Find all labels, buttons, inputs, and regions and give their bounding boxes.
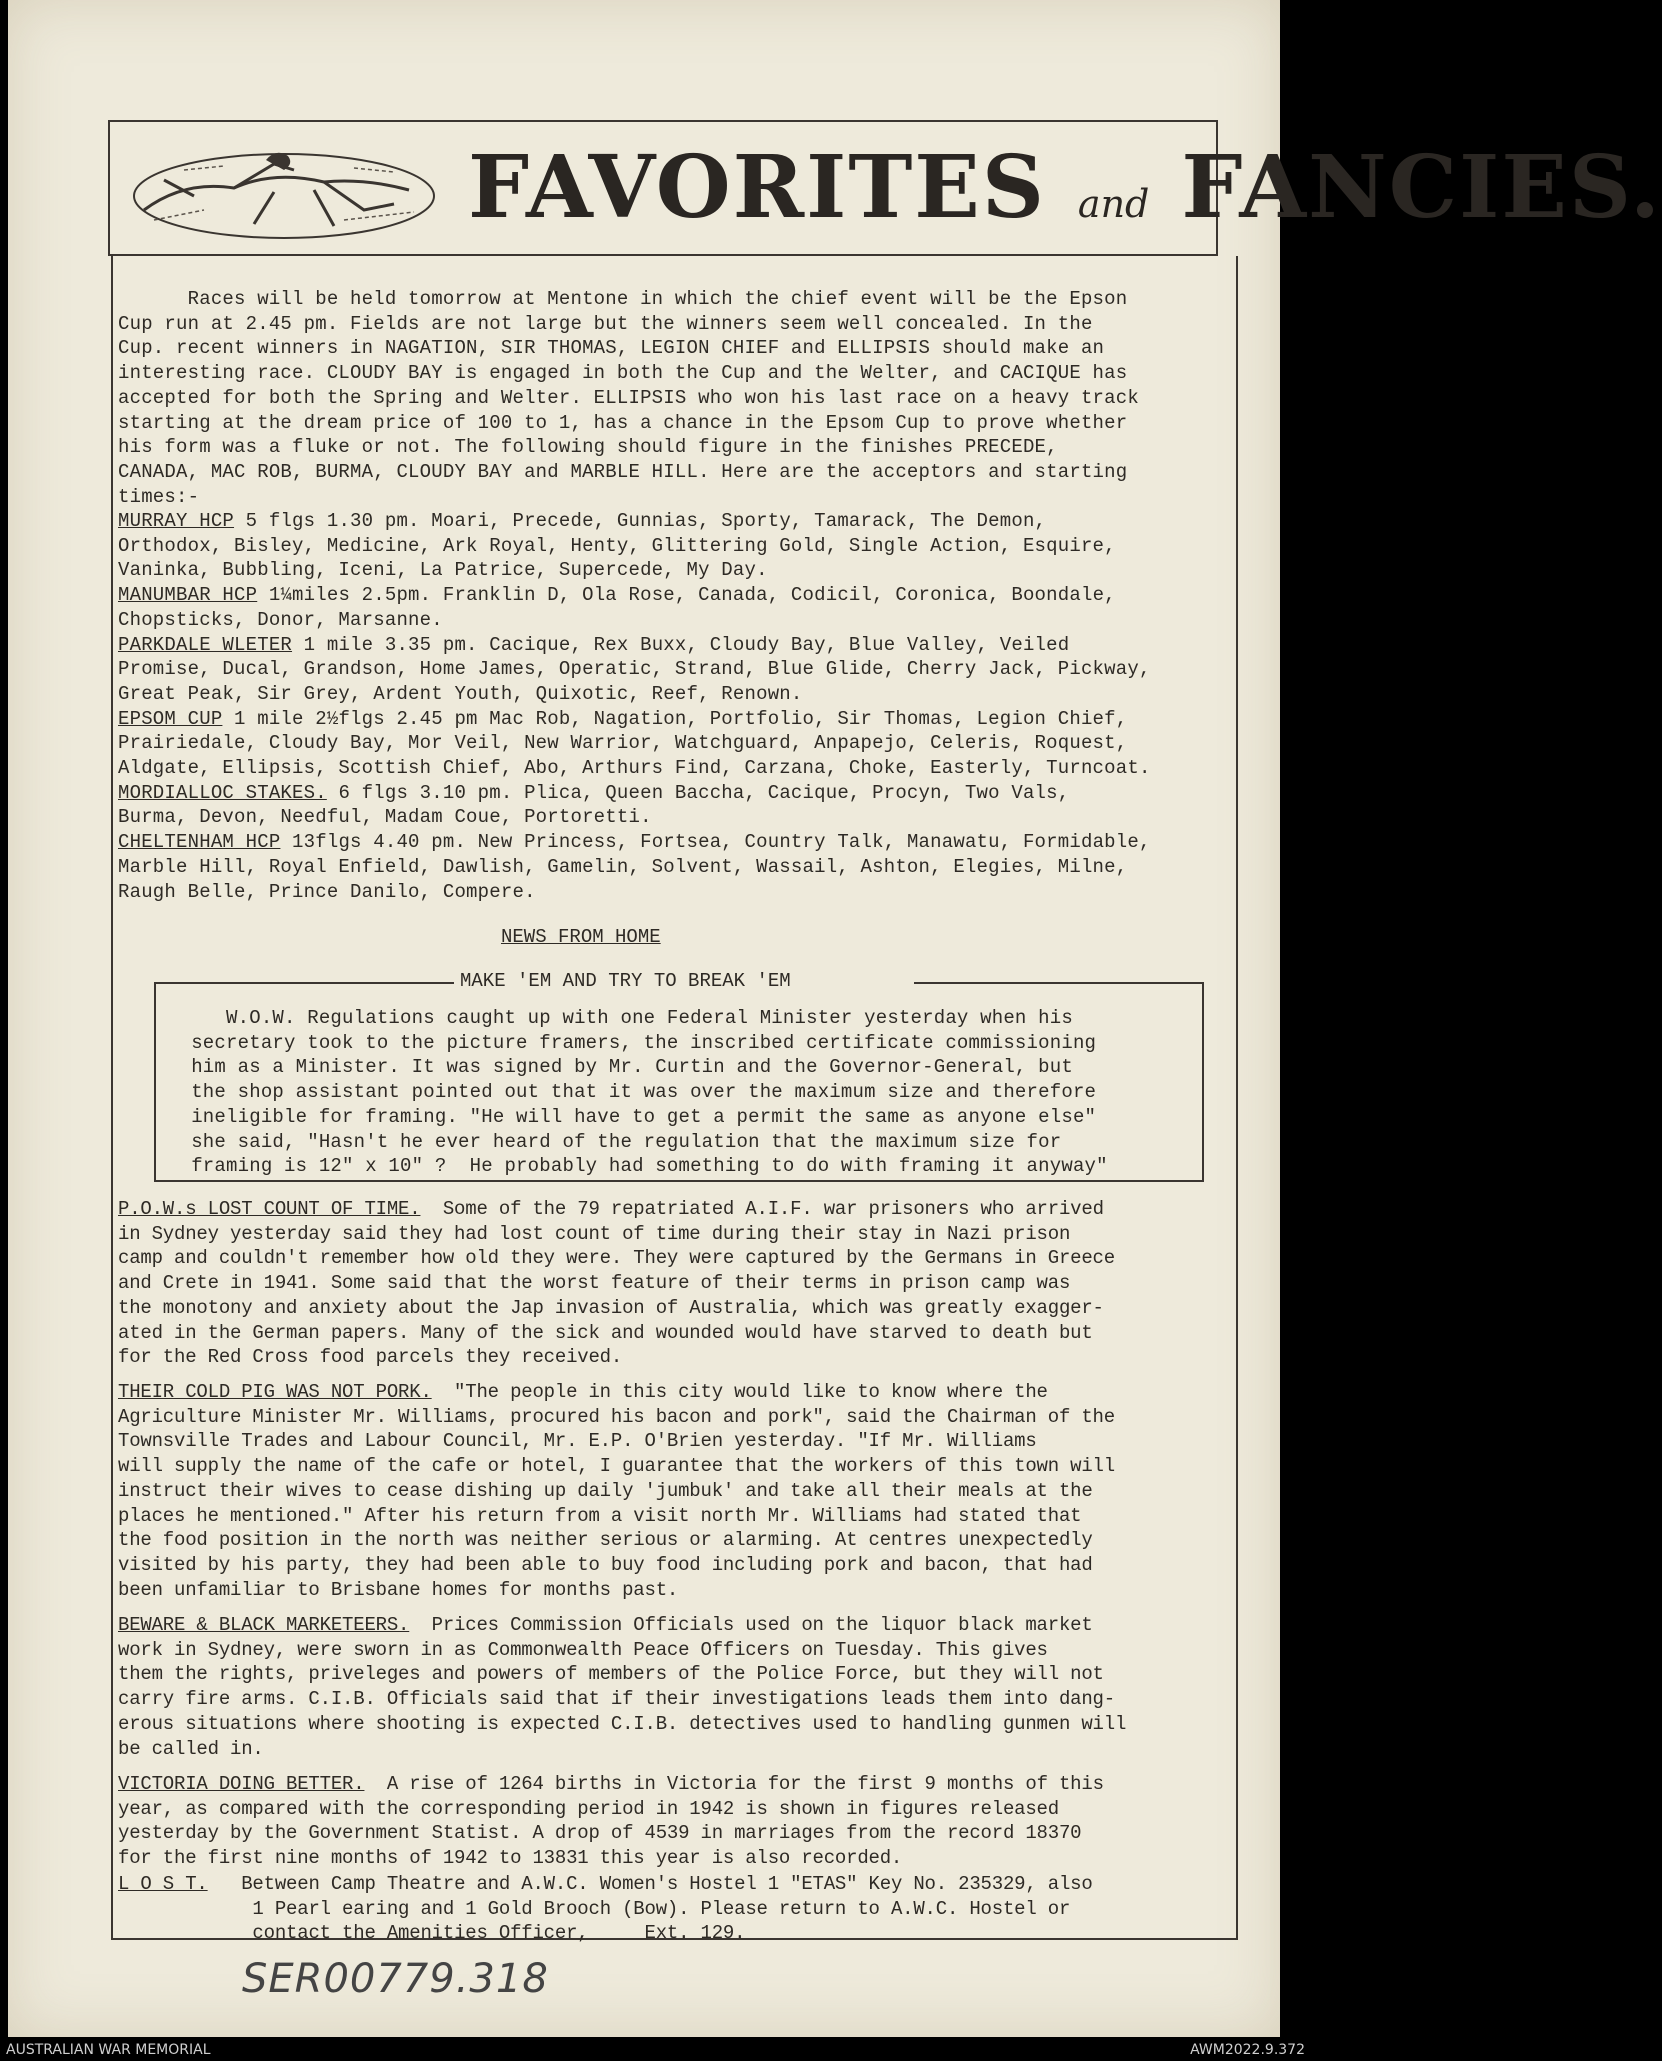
article-headline: THEIR COLD PIG WAS NOT PORK.	[118, 1381, 432, 1403]
boxed-article-text: W.O.W. Regulations caught up with one Federal Minister yesterday when his secretary took to the picture framers, the inscribed certificate commissioning him as a Minister. It was signed by Mr. Curtin and the Governor-General, but the shop assistant pointed out that it was over the maximum size and therefore ineligible for framing. "He will have to get a permit the same as anyone else" she said, "Hasn't he ever heard of the regulation that the maximum size for framing is 12" x 10" ? He probably had something to do with framing it anyway"	[168, 1007, 1108, 1178]
title-favorites: FAVORITES	[468, 137, 1046, 238]
boxed-heading: MAKE 'EM AND TRY TO BREAK 'EM	[460, 970, 791, 992]
race-name: MORDIALLOC STAKES.	[118, 781, 327, 804]
news-heading: NEWS FROM HOME	[501, 926, 661, 948]
article-cold-pig: THEIR COLD PIG WAS NOT PORK. "The people in this city would like to know where the Agriculture Minister Mr. Williams, procured his bacon and pork", said the Chairman of the Townsville Trades and Labour Council, Mr. E.P. O'Brien yesterday. "If Mr. Williams will supply the name of the cafe or hotel, I guarantee that the workers of this town will instruct their wives to cease dishing up daily 'jumbuk' and take all their meals at the places he mentioned." After his return from a visit north Mr. Williams had stated that the food position in the north was neither serious or alarming. At centres unexpectedly visited by his party, they had been able to buy food including pork and bacon, that had been unfamiliar to Brisbane homes for months past.	[118, 1381, 1115, 1601]
race-name: CHELTENHAM HCP	[118, 831, 281, 854]
document-page	[8, 0, 1662, 2037]
article-headline: VICTORIA DOING BETTER.	[118, 1773, 365, 1795]
title-and: and	[1077, 182, 1150, 226]
intro-paragraph: Races will be held tomorrow at Mentone in which the chief event will be the Epson Cup run at 2.45 pm. Fields are not large but the winners seem well concealed. In the Cup. recent winners in NAGATION, SIR THOMAS, LEGION CHIEF and ELLIPSIS should make an interesting race. CLOUDY BAY is engaged in both the Cup and the Welter, and CACIQUE has accepted for both the Spring and Welter. ELLIPSIS who won his last race on a heavy track starting at the dream price of 100 to 1, has a chance in the Epsom Cup to prove whether his form was a fluke or not. The following should figure in the finishes PRECEDE, CANADA, MAC ROB, BURMA, CLOUDY BAY and MARBLE HILL. Here are the acceptors and starting times:-	[118, 288, 1139, 508]
article-headline: P.O.W.s LOST COUNT OF TIME.	[118, 1198, 421, 1220]
race-name: MURRAY HCP	[118, 510, 235, 532]
race-name: EPSOM CUP	[118, 707, 223, 730]
lost-label: L O S T.	[118, 1873, 208, 1895]
article-black-marketeers: BEWARE & BLACK MARKETEERS. Prices Commission Officials used on the liquor black market work in Sydney, were sworn in as Commonwealth Peace Officers on Tuesday. This gives them the rights, priveleges and powers of members of the Police Force, but they will not carry fire arms. C.I.B. Officials said that if their investigations leads them into dang- erous situations where shooting is expected C.I.B. detectives used to handling gunmen will be called in.	[118, 1614, 1127, 1760]
lost-notice: L O S T. Between Camp Theatre and A.W.C. Women's Hostel 1 "ETAS" Key No. 235329, also 1 Pearl earing and 1 Gold Brooch (Bow). Please return to A.W.C. Hostel or contact the Amenities Officer, Ext. 129.	[118, 1873, 1093, 1945]
race-list: MURRAY HCP 5 flgs 1.30 pm. Moari, Precede, Gunnias, Sporty, Tamarack, The Demon, Orthodox, Bisley, Medicine, Ark Royal, Henty, Glittering Gold, Single Action, Esquire, Vaninka, Bubbling, Iceni, La Patrice, Supercede, My Day. MANUMBAR HCP 1¼miles 2.5pm. Franklin D, Ola Rose, Canada, Codicil, Coronica, Boondale, Chopsticks, Donor, Marsanne. PARKDALE WLETER 1 mile 3.35 pm. Cacique, Rex Buxx, Cloudy Bay, Blue Valley, Veiled Promise, Ducal, Grandson, Home James, Operatic, Strand, Blue Glide, Cherry Jack, Pickway, Great Peak, Sir Grey, Ardent Youth, Quixotic, Reef, Renown. EPSOM CUP 1 mile 2½flgs 2.45 pm Mac Rob, Nagation, Portfolio, Sir Thomas, Legion Chief, Prairiedale, Cloudy Bay, Mor Veil, New Warrior, Watchguard, Anpapejo, Celeris, Roquest, Aldgate, Ellipsis, Scottish Chief, Abo, Arthurs Find, Carzana, Choke, Easterly, Turncoat. MORDIALLOC STAKES. 6 flgs 3.10 pm. Plica, Queen Baccha, Cacique, Procyn, Two Vals, Burma, Devon, Needful, Madam Coue, Portoretti. CHELTENHAM HCP 13flgs 4.40 pm. New Princess, Fortsea, Country Talk, Manawatu, Formidable, Marble Hill, Royal Enfield, Dawlish, Gamelin, Solvent, Wassail, Ashton, Elegies, Milne, Raugh Belle, Prince Danilo, Compere.	[118, 510, 1151, 903]
footer-reference: AWM2022.9.372	[1190, 2042, 1305, 2058]
article-pows: P.O.W.s LOST COUNT OF TIME. Some of the 79 repatriated A.I.F. war prisoners who arrived in Sydney yesterday said they had lost count of time during their stay in Nazi prison camp and couldn't remember how old they were. They were captured by the Germans in Greece and Crete in 1941. Some said that the worst feature of their terms in prison camp was the monotony and anxiety about the Jap invasion of Australia, which was greatly exagger- ated in the German papers. Many of the sick and wounded would have starved to death but for the Red Cross food parcels they received.	[118, 1198, 1115, 1369]
masthead	[108, 120, 1662, 256]
title-fancies: FANCIES.	[1181, 137, 1662, 238]
racehorse-jockey-illustration	[124, 140, 442, 244]
article-victoria: VICTORIA DOING BETTER. A rise of 1264 births in Victoria for the first 9 months of this year, as compared with the corresponding period in 1942 is shown in figures released yesterday by the Government Statist. A drop of 4539 in marriages from the record 18370 for the first nine months of 1942 to 13831 this year is also recorded.	[118, 1773, 1104, 1870]
handwritten-archive-number: SER00779.318	[242, 1956, 549, 2002]
masthead-title	[468, 128, 1662, 264]
race-name: PARKDALE WLETER	[118, 633, 293, 656]
article-headline: BEWARE & BLACK MARKETEERS.	[118, 1614, 410, 1636]
race-name: MANUMBAR HCP	[118, 584, 258, 607]
footer-source: AUSTRALIAN WAR MEMORIAL	[6, 2042, 211, 2058]
